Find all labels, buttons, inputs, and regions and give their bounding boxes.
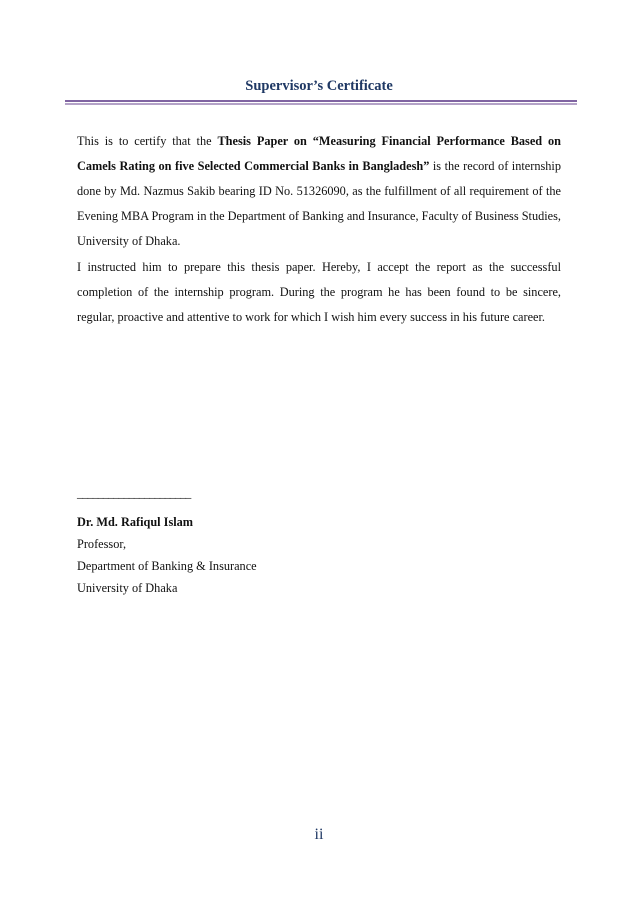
page-number: ii — [314, 826, 324, 843]
supervisor-designation: Professor, — [77, 537, 127, 551]
supervisor-name: Dr. Md. Rafiqul Islam — [77, 515, 194, 529]
supervisor-university: University of Dhaka — [77, 581, 178, 595]
certificate-paragraph-2: I instructed him to prepare this thesis paper. Hereby, I accept the report as the successful completion of the internship program. During the program he has been found to be sincere, regular, proactive and attentive to work for which I wish him every success in his future career. — [77, 260, 561, 324]
supervisor-department: Department of Banking & Insurance — [77, 559, 257, 573]
paragraph-1-intro: This is to certify that the — [77, 134, 218, 148]
title-divider — [65, 100, 577, 102]
page-title: Supervisor’s Certificate — [245, 78, 393, 94]
certificate-paragraph-1 — [77, 129, 561, 254]
thesis-title: Thesis Paper on “Measuring Financial Performance Based on Camels Rating on five Selected Commercial Banks in Bangladesh” — [77, 134, 561, 173]
signature-line: ______________________ — [77, 486, 191, 500]
signature-block — [77, 511, 257, 599]
paragraph-1-rest: is the record of internship done by Md. Nazmus Sakib bearing ID No. 51326090, as the fulfillment of all requirement of the Evening MBA Program in the Department of Banking and Insurance, Faculty of Business Studies, University of Dhaka. — [77, 159, 561, 248]
title-divider-secondary — [65, 103, 577, 105]
